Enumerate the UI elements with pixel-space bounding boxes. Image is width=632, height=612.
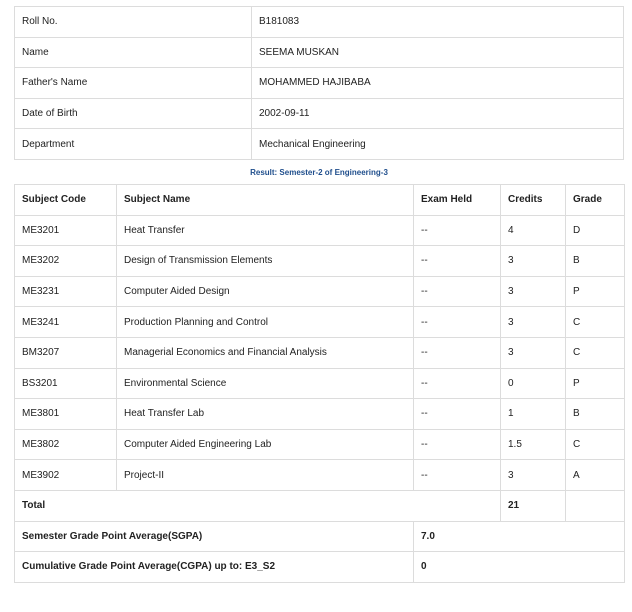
exam-held: -- — [414, 246, 501, 277]
result-caption: Result: Semester-2 of Engineering-3 — [250, 168, 388, 177]
student-info-table — [14, 6, 624, 160]
table-row — [15, 429, 625, 460]
exam-held: -- — [414, 276, 501, 307]
sgpa-row — [15, 521, 625, 552]
table-row — [15, 215, 625, 246]
header-grade: Grade — [566, 185, 625, 216]
info-value: SEEMA MUSKAN — [252, 37, 624, 68]
subject-name: Heat Transfer Lab — [117, 399, 414, 430]
header-credits: Credits — [501, 185, 566, 216]
grade: A — [566, 460, 625, 491]
exam-held: -- — [414, 429, 501, 460]
exam-held: -- — [414, 337, 501, 368]
credits: 3 — [501, 246, 566, 277]
info-label: Date of Birth — [15, 98, 252, 129]
subject-name: Computer Aided Engineering Lab — [117, 429, 414, 460]
subject-code: ME3202 — [15, 246, 117, 277]
grade: D — [566, 215, 625, 246]
grade: P — [566, 368, 625, 399]
info-row-roll-no — [15, 7, 624, 38]
subject-code: ME3801 — [15, 399, 117, 430]
table-row — [15, 399, 625, 430]
credits: 3 — [501, 276, 566, 307]
info-value: 2002-09-11 — [252, 98, 624, 129]
exam-held: -- — [414, 368, 501, 399]
cgpa-label: Cumulative Grade Point Average(CGPA) up to: E3_S2 — [15, 552, 414, 583]
grades-header-row — [15, 185, 625, 216]
subject-name: Managerial Economics and Financial Analysis — [117, 337, 414, 368]
exam-held: -- — [414, 460, 501, 491]
subject-code: ME3241 — [15, 307, 117, 338]
total-grade-empty — [566, 490, 625, 521]
credits: 1.5 — [501, 429, 566, 460]
subject-code: ME3802 — [15, 429, 117, 460]
subject-code: ME3231 — [15, 276, 117, 307]
credits: 0 — [501, 368, 566, 399]
header-subject-name: Subject Name — [117, 185, 414, 216]
info-row-name — [15, 37, 624, 68]
subject-name: Heat Transfer — [117, 215, 414, 246]
grade: P — [566, 276, 625, 307]
header-subject-code: Subject Code — [15, 185, 117, 216]
total-row — [15, 490, 625, 521]
grade: C — [566, 429, 625, 460]
credits: 3 — [501, 307, 566, 338]
subject-code: BS3201 — [15, 368, 117, 399]
table-row — [15, 337, 625, 368]
subject-name: Project-II — [117, 460, 414, 491]
exam-held: -- — [414, 307, 501, 338]
info-value: Mechanical Engineering — [252, 129, 624, 160]
table-row — [15, 246, 625, 277]
grade: C — [566, 337, 625, 368]
subject-code: ME3201 — [15, 215, 117, 246]
grade: B — [566, 246, 625, 277]
info-value: B181083 — [252, 7, 624, 38]
cgpa-value: 0 — [414, 552, 625, 583]
subject-name: Production Planning and Control — [117, 307, 414, 338]
credits: 3 — [501, 460, 566, 491]
grade: B — [566, 399, 625, 430]
info-row-fathers-name — [15, 68, 624, 99]
subject-code: BM3207 — [15, 337, 117, 368]
subject-name: Design of Transmission Elements — [117, 246, 414, 277]
exam-held: -- — [414, 399, 501, 430]
exam-held: -- — [414, 215, 501, 246]
info-label: Name — [15, 37, 252, 68]
subject-name: Computer Aided Design — [117, 276, 414, 307]
credits: 3 — [501, 337, 566, 368]
info-row-department — [15, 129, 624, 160]
info-row-date-of-birth — [15, 98, 624, 129]
table-row — [15, 368, 625, 399]
credits: 4 — [501, 215, 566, 246]
info-label: Roll No. — [15, 7, 252, 38]
header-exam-held: Exam Held — [414, 185, 501, 216]
info-value: MOHAMMED HAJIBABA — [252, 68, 624, 99]
total-label: Total — [15, 490, 501, 521]
credits: 1 — [501, 399, 566, 430]
subject-name: Environmental Science — [117, 368, 414, 399]
table-row — [15, 276, 625, 307]
table-row — [15, 307, 625, 338]
sgpa-label: Semester Grade Point Average(SGPA) — [15, 521, 414, 552]
sgpa-value: 7.0 — [414, 521, 625, 552]
grades-table — [14, 184, 625, 583]
table-row — [15, 460, 625, 491]
subject-code: ME3902 — [15, 460, 117, 491]
cgpa-row — [15, 552, 625, 583]
grade: C — [566, 307, 625, 338]
total-credits: 21 — [501, 490, 566, 521]
info-label: Department — [15, 129, 252, 160]
info-label: Father's Name — [15, 68, 252, 99]
